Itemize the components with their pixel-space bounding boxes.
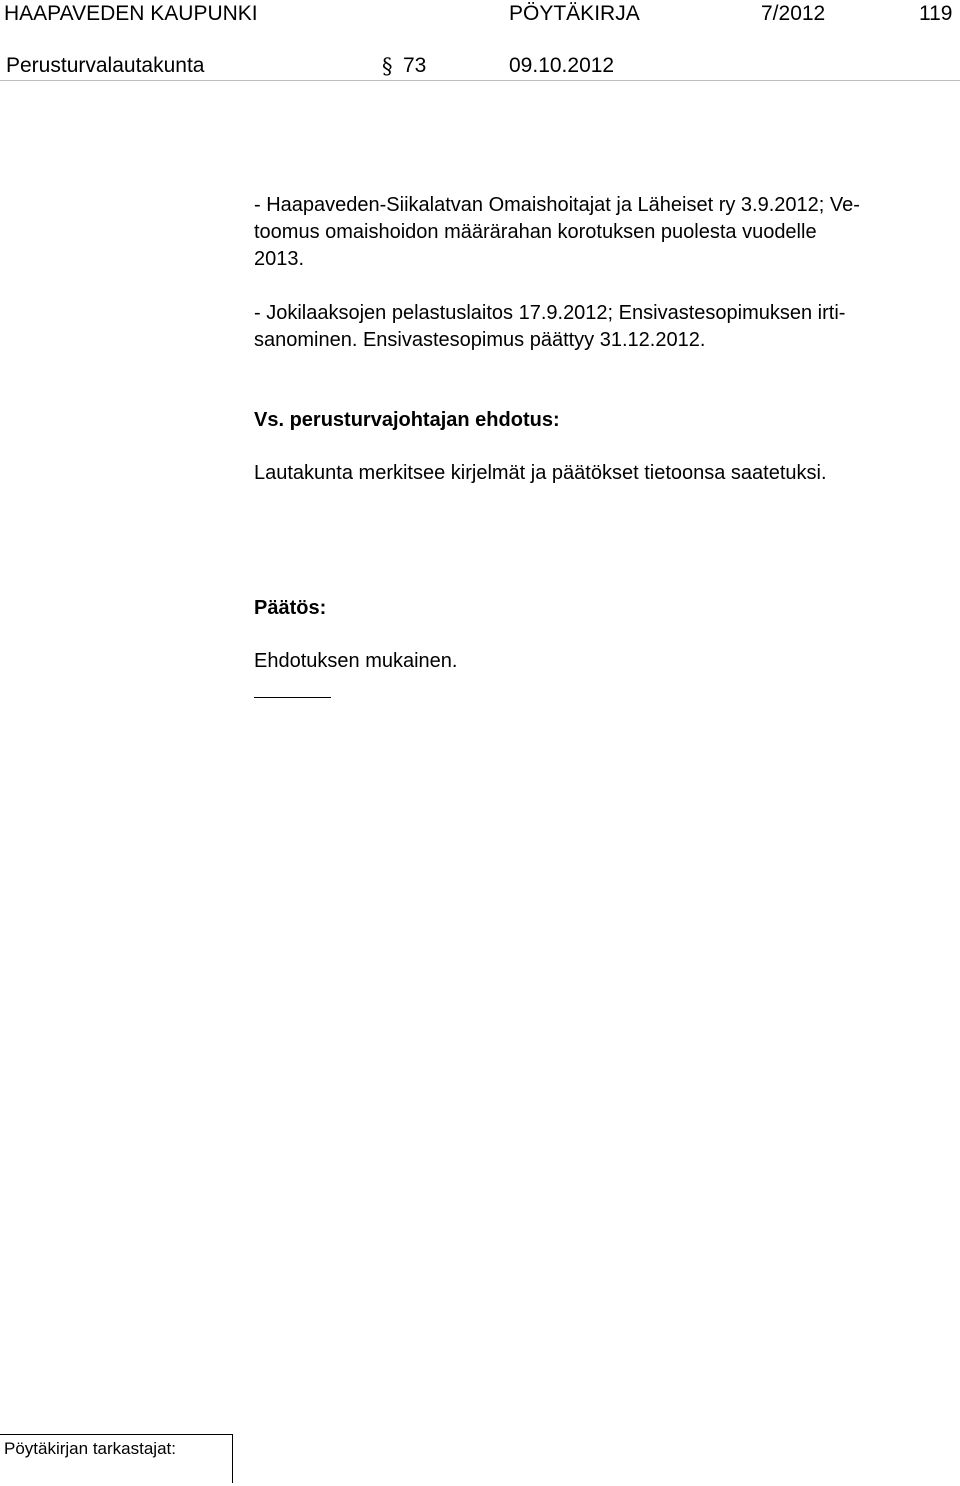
document-type: PÖYTÄKIRJA [509, 2, 640, 25]
organization-name: HAAPAVEDEN KAUPUNKI [4, 2, 258, 25]
section-number: 73 [403, 54, 427, 77]
footer-label: Pöytäkirjan tarkastajat: [4, 1439, 176, 1458]
meeting-date: 09.10.2012 [509, 54, 615, 77]
decision-heading: Päätös: [254, 597, 327, 619]
decision-divider [254, 697, 331, 698]
item-2-line-2: sanominen. Ensivastesopimus päättyy 31.12.2012. [254, 329, 706, 351]
item-2-line-1: - Jokilaaksojen pelastuslaitos 17.9.2012; Ensivastesopimuksen irti- [254, 302, 846, 324]
header-divider [0, 80, 960, 81]
committee-name: Perusturvalautakunta [6, 54, 205, 77]
item-1-line-3: 2013. [254, 248, 305, 270]
footer-signature-box [0, 1434, 233, 1483]
meeting-number: 7/2012 [761, 2, 826, 25]
page-number: 119 [919, 2, 953, 25]
item-1-line-1: - Haapaveden-Siikalatvan Omaishoitajat ja Läheiset ry 3.9.2012; Ve- [254, 194, 860, 216]
section-symbol: § [382, 54, 393, 78]
proposal-text: Lautakunta merkitsee kirjelmät ja päätökset tietoonsa saatetuksi. [254, 462, 827, 484]
proposal-heading: Vs. perusturvajohtajan ehdotus: [254, 409, 560, 431]
item-1-line-2: toomus omaishoidon määrärahan korotuksen puolesta vuodelle [254, 221, 817, 243]
decision-text: Ehdotuksen mukainen. [254, 650, 458, 672]
